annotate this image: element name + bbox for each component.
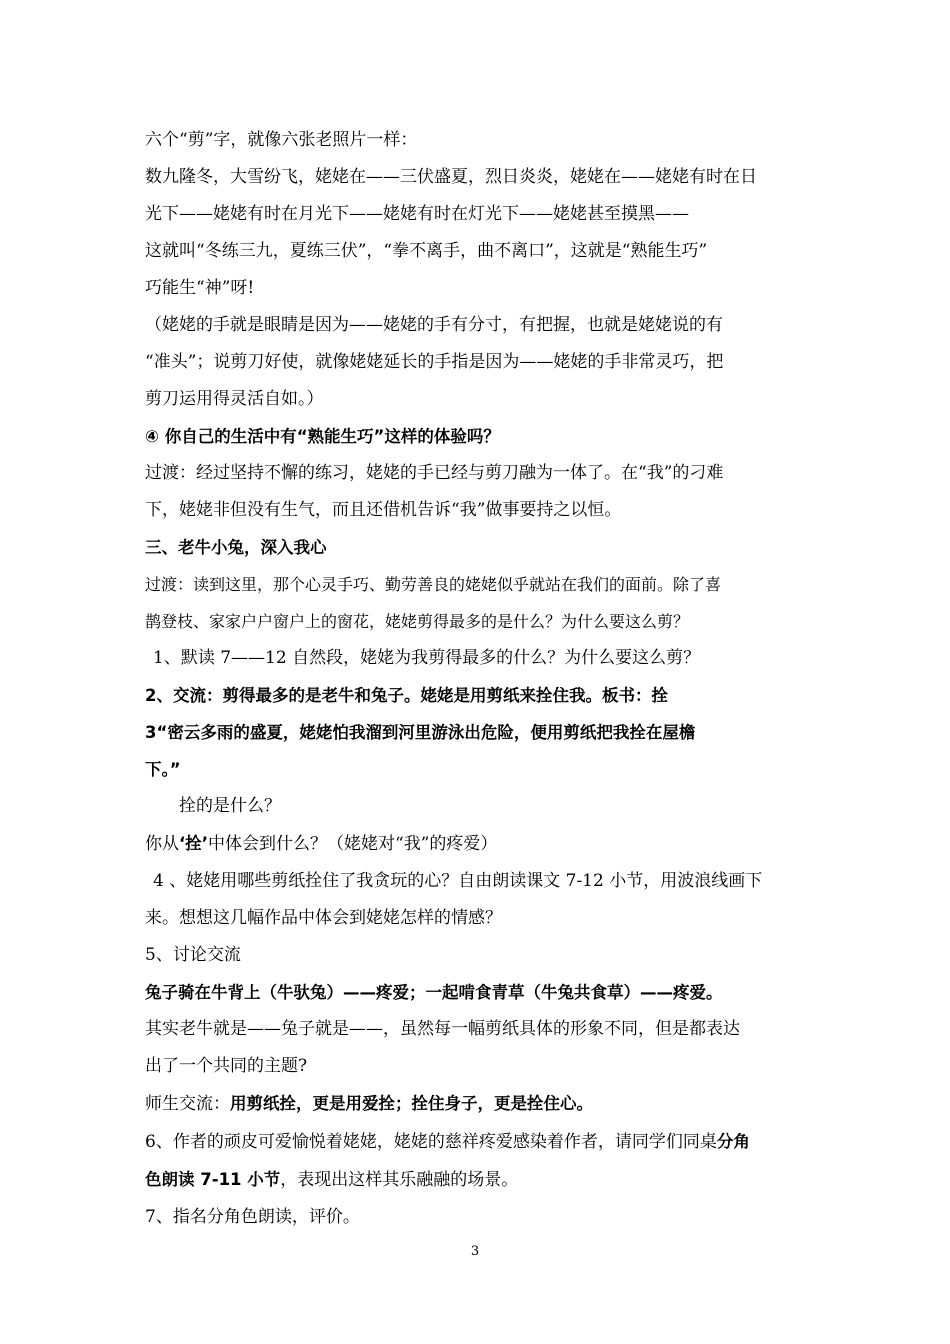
bold-line: 下。”	[145, 760, 181, 779]
bold-line: 兔子骑在牛背上（牛驮兔）——疼爱；一起啃食青草（牛兔共食草）——疼爱。	[145, 983, 723, 1002]
bold-segment: 分角	[716, 1132, 750, 1151]
section-heading: 三、老牛小兔，深入我心	[145, 538, 327, 557]
bold-line: 2、交流：剪得最多的是老牛和兔子。姥姥是用剪纸来拴住我。板书：拴	[145, 686, 668, 705]
paragraph-line: 鹊登枝、家家户户窗户上的窗花，姥姥剪得最多的是什么？为什么要这么剪？	[145, 612, 690, 631]
paragraph-line	[145, 1161, 810, 1199]
paragraph-line	[145, 1123, 810, 1161]
paragraph-line: 六个“剪”字，就像六张老照片一样：	[145, 130, 418, 150]
paragraph-line: 5、讨论交流	[145, 945, 241, 965]
text-segment: 师生交流：	[145, 1094, 230, 1114]
paragraph-line: 过渡：经过坚持不懈的练习，姥姥的手已经与剪刀融为一体了。在“我”的刁难	[145, 463, 724, 483]
paragraph-line: 过渡：读到这里，那个心灵手巧、勤劳善良的姥姥似乎就站在我们的面前。除了喜	[145, 575, 722, 594]
paragraph-line	[145, 825, 810, 863]
bold-keyword: ‘拴’	[179, 834, 209, 853]
paragraph-line: 来。想想这几幅作品中体会到姥姥怎样的情感？	[145, 908, 502, 928]
bold-line: 3“密云多雨的盛夏，姥姥怕我溜到河里游泳出危险，便用剪纸把我拴在屋檐	[145, 723, 696, 742]
paragraph-line: （姥姥的手就是眼睛是因为——姥姥的手有分寸，有把握，也就是姥姥说的有	[145, 315, 723, 335]
paragraph-line	[145, 1085, 810, 1123]
paragraph-line: 拴的是什么？	[179, 796, 281, 816]
bold-segment: 用剪纸拴，更是用爱拴；拴住身子，更是拴住心。	[230, 1094, 593, 1113]
page-number: 3	[470, 1244, 480, 1259]
text-segment: 你从	[145, 834, 179, 854]
paragraph-line: 4 、姥姥用哪些剪纸拴住了我贪玩的心？自由朗读课文 7-12 小节，用波浪线画下	[153, 871, 763, 891]
paragraph-line: 7、指名分角色朗读，评价。	[145, 1207, 360, 1227]
document-body	[145, 122, 810, 1236]
paragraph-line: 数九隆冬，大雪纷飞，姥姥在——三伏盛夏，烈日炎炎，姥姥在——姥姥有时在日	[145, 167, 757, 187]
paragraph-line: 光下——姥姥有时在月光下——姥姥有时在灯光下——姥姥甚至摸黑——	[145, 204, 689, 224]
paragraph-line: 其实老牛就是——兔子就是——，虽然每一幅剪纸具体的形象不同，但是都表达	[145, 1019, 740, 1039]
paragraph-line: 出了一个共同的主题?	[145, 1056, 308, 1076]
paragraph-line: 1、默读 7——12 自然段，姥姥为我剪得最多的什么？为什么要这么剪？	[153, 648, 701, 668]
paragraph-line: 下，姥姥非但没有生气，而且还借机告诉“我”做事要持之以恒。	[145, 500, 622, 520]
bold-segment: 色朗读 7-11 小节	[145, 1170, 281, 1189]
paragraph-line: 巧能生“神”呀!	[145, 278, 255, 298]
text-segment: 6、作者的顽皮可爱愉悦着姥姥，姥姥的慈祥疼爱感染着作者，请同学们同桌	[145, 1132, 717, 1152]
text-segment: ，表现出这样其乐融融的场景。	[280, 1170, 519, 1190]
paragraph-line: 剪刀运用得灵活自如。）	[145, 389, 324, 409]
paragraph-line: “准头”；说剪刀好使，就像姥姥延长的手指是因为——姥姥的手非常灵巧，把	[145, 352, 724, 372]
paragraph-line: 这就叫“冬练三九，夏练三伏”，“拳不离手，曲不离口”，这就是“熟能生巧”	[145, 241, 708, 261]
text-segment: 中体会到什么？（姥姥对“我”的疼爱）	[208, 834, 498, 854]
question-heading: ④ 你自己的生活中有“熟能生巧”这样的体验吗？	[145, 427, 500, 446]
